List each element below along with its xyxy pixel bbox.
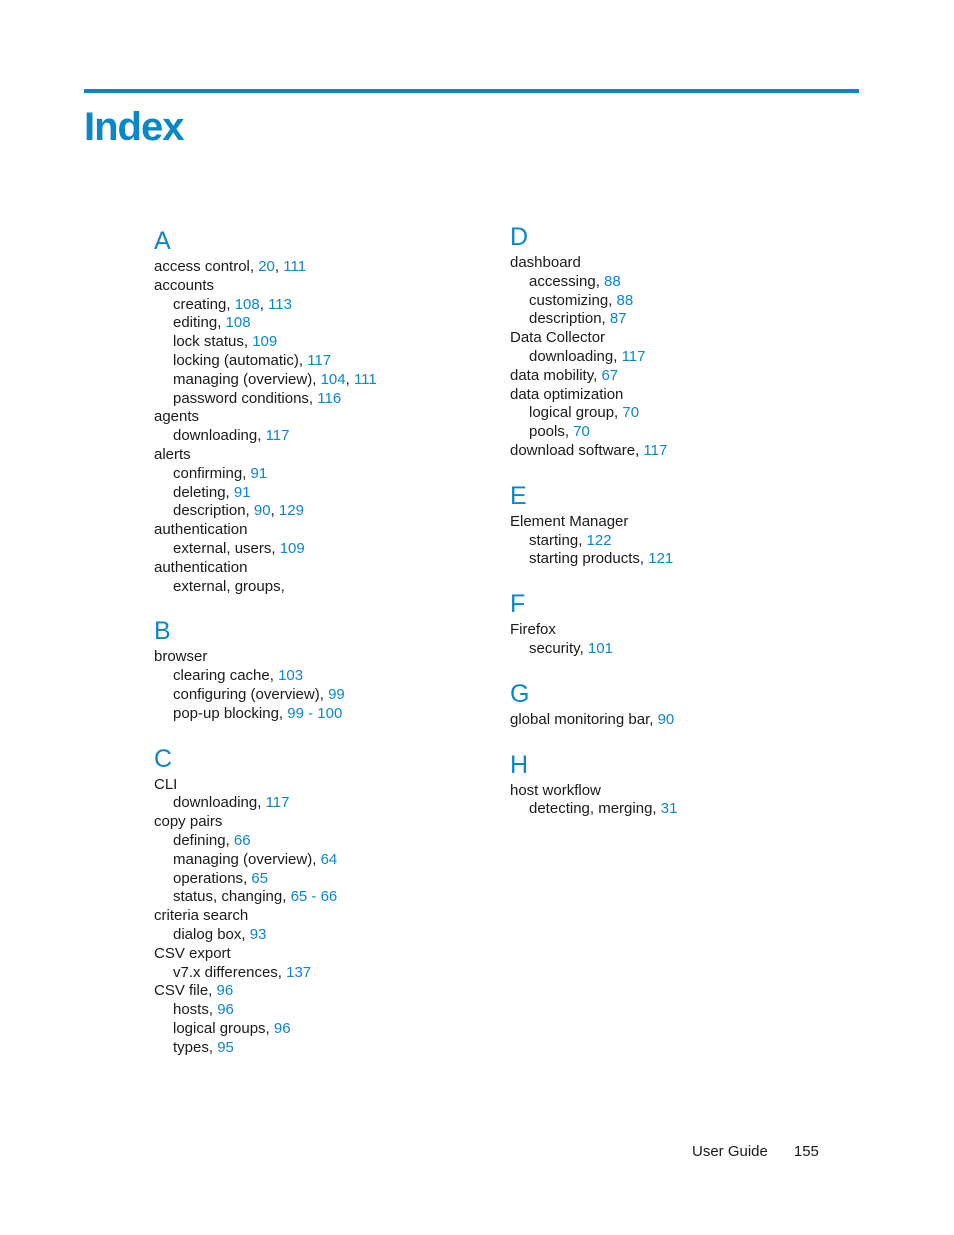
index-subentry — [154, 705, 494, 724]
page-link[interactable]: 67 — [601, 366, 619, 384]
page-number: 155 — [793, 1143, 819, 1160]
entry-text: configuring (overview), — [173, 685, 329, 703]
entry-text: types, — [173, 1038, 218, 1056]
index-entry — [154, 648, 494, 667]
index-entry — [154, 945, 494, 964]
entry-text: operations, — [173, 869, 252, 887]
entry-text: browser — [154, 648, 208, 666]
section-letter: E — [510, 481, 527, 510]
entry-text: accessing, — [529, 272, 605, 290]
entry-text: agents — [154, 408, 200, 426]
entry-text: CSV file, — [154, 982, 217, 1000]
index-subentry — [154, 794, 494, 813]
index-entry — [154, 907, 494, 926]
entry-text: Data Collector — [510, 329, 606, 347]
page-link[interactable]: 108 — [225, 314, 251, 332]
index-subentry — [154, 870, 494, 889]
page-footer — [692, 1142, 819, 1162]
index-subentry — [154, 926, 494, 945]
entry-text: criteria search — [154, 907, 249, 925]
page-link[interactable]: 95 — [217, 1038, 234, 1056]
page-link[interactable]: 111 — [283, 258, 307, 275]
index-entry — [510, 711, 850, 730]
page-link[interactable]: 111 — [353, 370, 377, 388]
page-link[interactable]: 122 — [586, 531, 612, 549]
index-entry — [154, 408, 494, 427]
index-entry — [510, 621, 850, 640]
section-letter: D — [510, 223, 529, 251]
entry-text: description, — [529, 310, 610, 328]
page-link[interactable]: 108 — [234, 295, 260, 313]
entry-text: defining, — [173, 831, 234, 849]
entry-text: downloading, — [173, 427, 266, 445]
page-link[interactable]: 99 - 100 — [287, 704, 343, 722]
index-subentry — [154, 1001, 494, 1020]
index-subentry — [154, 964, 494, 983]
page-link[interactable]: 87 — [609, 310, 627, 328]
page-link[interactable]: 109 — [279, 539, 305, 557]
entry-text: CSV export — [154, 944, 231, 962]
entry-text: data mobility, — [510, 366, 602, 384]
index-section-c — [154, 742, 494, 1058]
index-entry — [154, 446, 494, 465]
section-letter: C — [154, 744, 173, 773]
entry-text: copy pairs — [154, 813, 223, 831]
index-section-f — [510, 587, 850, 659]
index-column-left — [154, 224, 494, 1075]
entry-text: alerts — [154, 445, 191, 463]
index-subentry — [510, 348, 850, 367]
entry-text: Firefox — [510, 621, 556, 639]
index-subentry: creating, 108, 113 — [173, 295, 292, 313]
entry-text: customizing, — [529, 291, 617, 309]
page-link[interactable]: 117 — [643, 441, 668, 459]
page-link[interactable]: 90 — [657, 710, 675, 728]
index-entry — [154, 521, 494, 540]
index-entry — [510, 254, 850, 273]
entry-text: pop-up blocking, — [173, 704, 288, 722]
page-title: Index — [84, 105, 184, 149]
page-link[interactable]: 93 — [249, 925, 267, 943]
index-subentry — [154, 333, 494, 352]
entry-text: pools, — [529, 423, 574, 441]
index-entry — [510, 782, 850, 801]
page-link[interactable]: 129 — [278, 502, 304, 520]
index-subentry — [154, 465, 494, 484]
index-subentry — [154, 888, 494, 907]
page-link[interactable]: 64 — [320, 850, 338, 868]
entry-text: v7.x differences, — [173, 963, 287, 981]
page-link[interactable]: 88 — [616, 291, 634, 309]
index-subentry — [154, 578, 494, 597]
index-subentry — [154, 427, 494, 446]
entry-text: creating, — [173, 295, 235, 313]
page-link[interactable]: 116 — [317, 389, 342, 407]
index-subentry: managing (overview), 104, 111 — [173, 370, 377, 388]
page-link[interactable]: 96 — [216, 982, 234, 1000]
index-subentry — [154, 667, 494, 686]
section-letter: F — [510, 590, 526, 619]
page-link[interactable]: 101 — [587, 639, 613, 657]
entry-text: logical group, — [529, 404, 623, 422]
entry-text: downloading, — [529, 347, 622, 365]
entry-text: managing (overview), — [173, 370, 321, 388]
page-link[interactable]: 65 — [251, 869, 269, 887]
entry-text: deleting, — [173, 483, 234, 501]
entry-text: managing (overview), — [173, 850, 321, 868]
page-link[interactable]: 117 — [307, 351, 332, 369]
entry-text: data optimization — [510, 385, 624, 403]
section-letter: A — [154, 227, 171, 255]
footer-label: User Guide — [692, 1143, 768, 1160]
index-subentry — [154, 686, 494, 705]
entry-text: locking (automatic), — [173, 351, 308, 369]
index-subentry — [510, 273, 850, 292]
page-link[interactable]: 104 — [320, 370, 346, 388]
page-link[interactable]: 66 — [233, 831, 251, 849]
entry-text: dashboard — [510, 254, 581, 271]
entry-text: external, groups, — [173, 577, 285, 595]
entry-text: dialog box, — [173, 925, 250, 943]
index-entry — [510, 367, 850, 386]
entry-text: external, users, — [173, 539, 280, 557]
index-entry — [510, 442, 850, 461]
entry-text: hosts, — [173, 1001, 218, 1019]
page-link[interactable]: 31 — [660, 800, 678, 818]
entry-text: editing, — [173, 314, 226, 332]
entry-text: download software, — [510, 441, 644, 459]
index-section-b — [154, 614, 494, 723]
index-section-g — [510, 677, 850, 730]
index-subentry — [154, 540, 494, 559]
entry-text: access control, — [154, 258, 259, 275]
page-link[interactable]: 117 — [265, 794, 290, 812]
index-entry — [154, 813, 494, 832]
entry-text: clearing cache, — [173, 667, 279, 685]
entry-text: password conditions, — [173, 389, 318, 407]
section-letter: H — [510, 750, 529, 779]
page-link[interactable]: 113 — [268, 295, 292, 313]
entry-text: detecting, merging, — [529, 800, 661, 818]
entry-text: accounts — [154, 276, 215, 294]
index-subentry — [154, 1039, 494, 1058]
entry-text: description, — [173, 502, 254, 520]
index-section-d — [510, 220, 850, 461]
index-subentry — [510, 532, 850, 551]
section-letter: B — [154, 617, 171, 646]
index-subentry: description, 90, 129 — [173, 502, 304, 520]
index-entry — [154, 277, 494, 296]
page-link[interactable]: 90 — [253, 502, 271, 520]
page-link[interactable]: 70 — [622, 404, 640, 422]
entry-text: global monitoring bar, — [510, 710, 658, 728]
title-rule — [84, 89, 859, 93]
index-entry — [510, 329, 850, 348]
index-subentry — [154, 484, 494, 503]
entry-text: starting, — [529, 531, 587, 549]
page-link[interactable]: 121 — [648, 550, 674, 568]
page-link[interactable]: 88 — [604, 272, 621, 290]
index-section-a — [154, 224, 494, 596]
index-subentry — [154, 832, 494, 851]
index-entry — [154, 776, 494, 795]
page-link[interactable]: 117 — [265, 427, 290, 445]
entry-text: logical groups, — [173, 1019, 274, 1037]
entry-text: host workflow — [510, 781, 601, 799]
index-subentry — [510, 800, 850, 819]
page-link[interactable]: 70 — [573, 423, 590, 441]
page-link[interactable]: 96 — [217, 1001, 234, 1019]
index-section-h — [510, 748, 850, 820]
entry-text: confirming, — [173, 464, 251, 482]
index-subentry — [154, 314, 494, 333]
index-section-e — [510, 479, 850, 569]
index-subentry — [510, 550, 850, 569]
entry-text: authentication — [154, 558, 248, 576]
entry-text: CLI — [154, 775, 178, 793]
index-column-right — [510, 220, 850, 837]
page-link[interactable]: 91 — [250, 464, 268, 482]
page-link[interactable]: 137 — [286, 963, 312, 981]
index-subentry — [510, 292, 850, 311]
index-entry — [510, 513, 850, 532]
index-subentry — [154, 352, 494, 371]
page-link[interactable]: 117 — [621, 347, 646, 365]
index-subentry — [510, 423, 850, 442]
index-subentry — [510, 404, 850, 423]
page-link[interactable]: 96 — [273, 1019, 291, 1037]
index-subentry — [154, 1020, 494, 1039]
entry-text: authentication — [154, 521, 248, 539]
index-entry — [154, 559, 494, 578]
entry-text: starting products, — [529, 550, 649, 568]
index-subentry — [510, 640, 850, 659]
index-subentry — [154, 390, 494, 409]
index-entry: access control, 20, 111 — [154, 258, 307, 275]
page-link[interactable]: 91 — [233, 483, 251, 501]
index-subentry — [510, 310, 850, 329]
entry-text: Element Manager — [510, 512, 629, 530]
index-subentry — [154, 851, 494, 870]
entry-text: lock status, — [173, 333, 253, 351]
index-entry — [154, 982, 494, 1001]
section-letter: G — [510, 679, 530, 708]
index-entry — [510, 386, 850, 405]
page-link[interactable]: 103 — [278, 667, 304, 685]
page-link[interactable]: 109 — [252, 333, 278, 351]
page-link[interactable]: 65 - 66 — [290, 888, 338, 906]
page-link[interactable]: 20 — [258, 258, 275, 275]
entry-text: downloading, — [173, 794, 266, 812]
entry-text: security, — [529, 639, 588, 657]
entry-text: status, changing, — [173, 888, 291, 906]
page-link[interactable]: 99 — [328, 685, 345, 703]
